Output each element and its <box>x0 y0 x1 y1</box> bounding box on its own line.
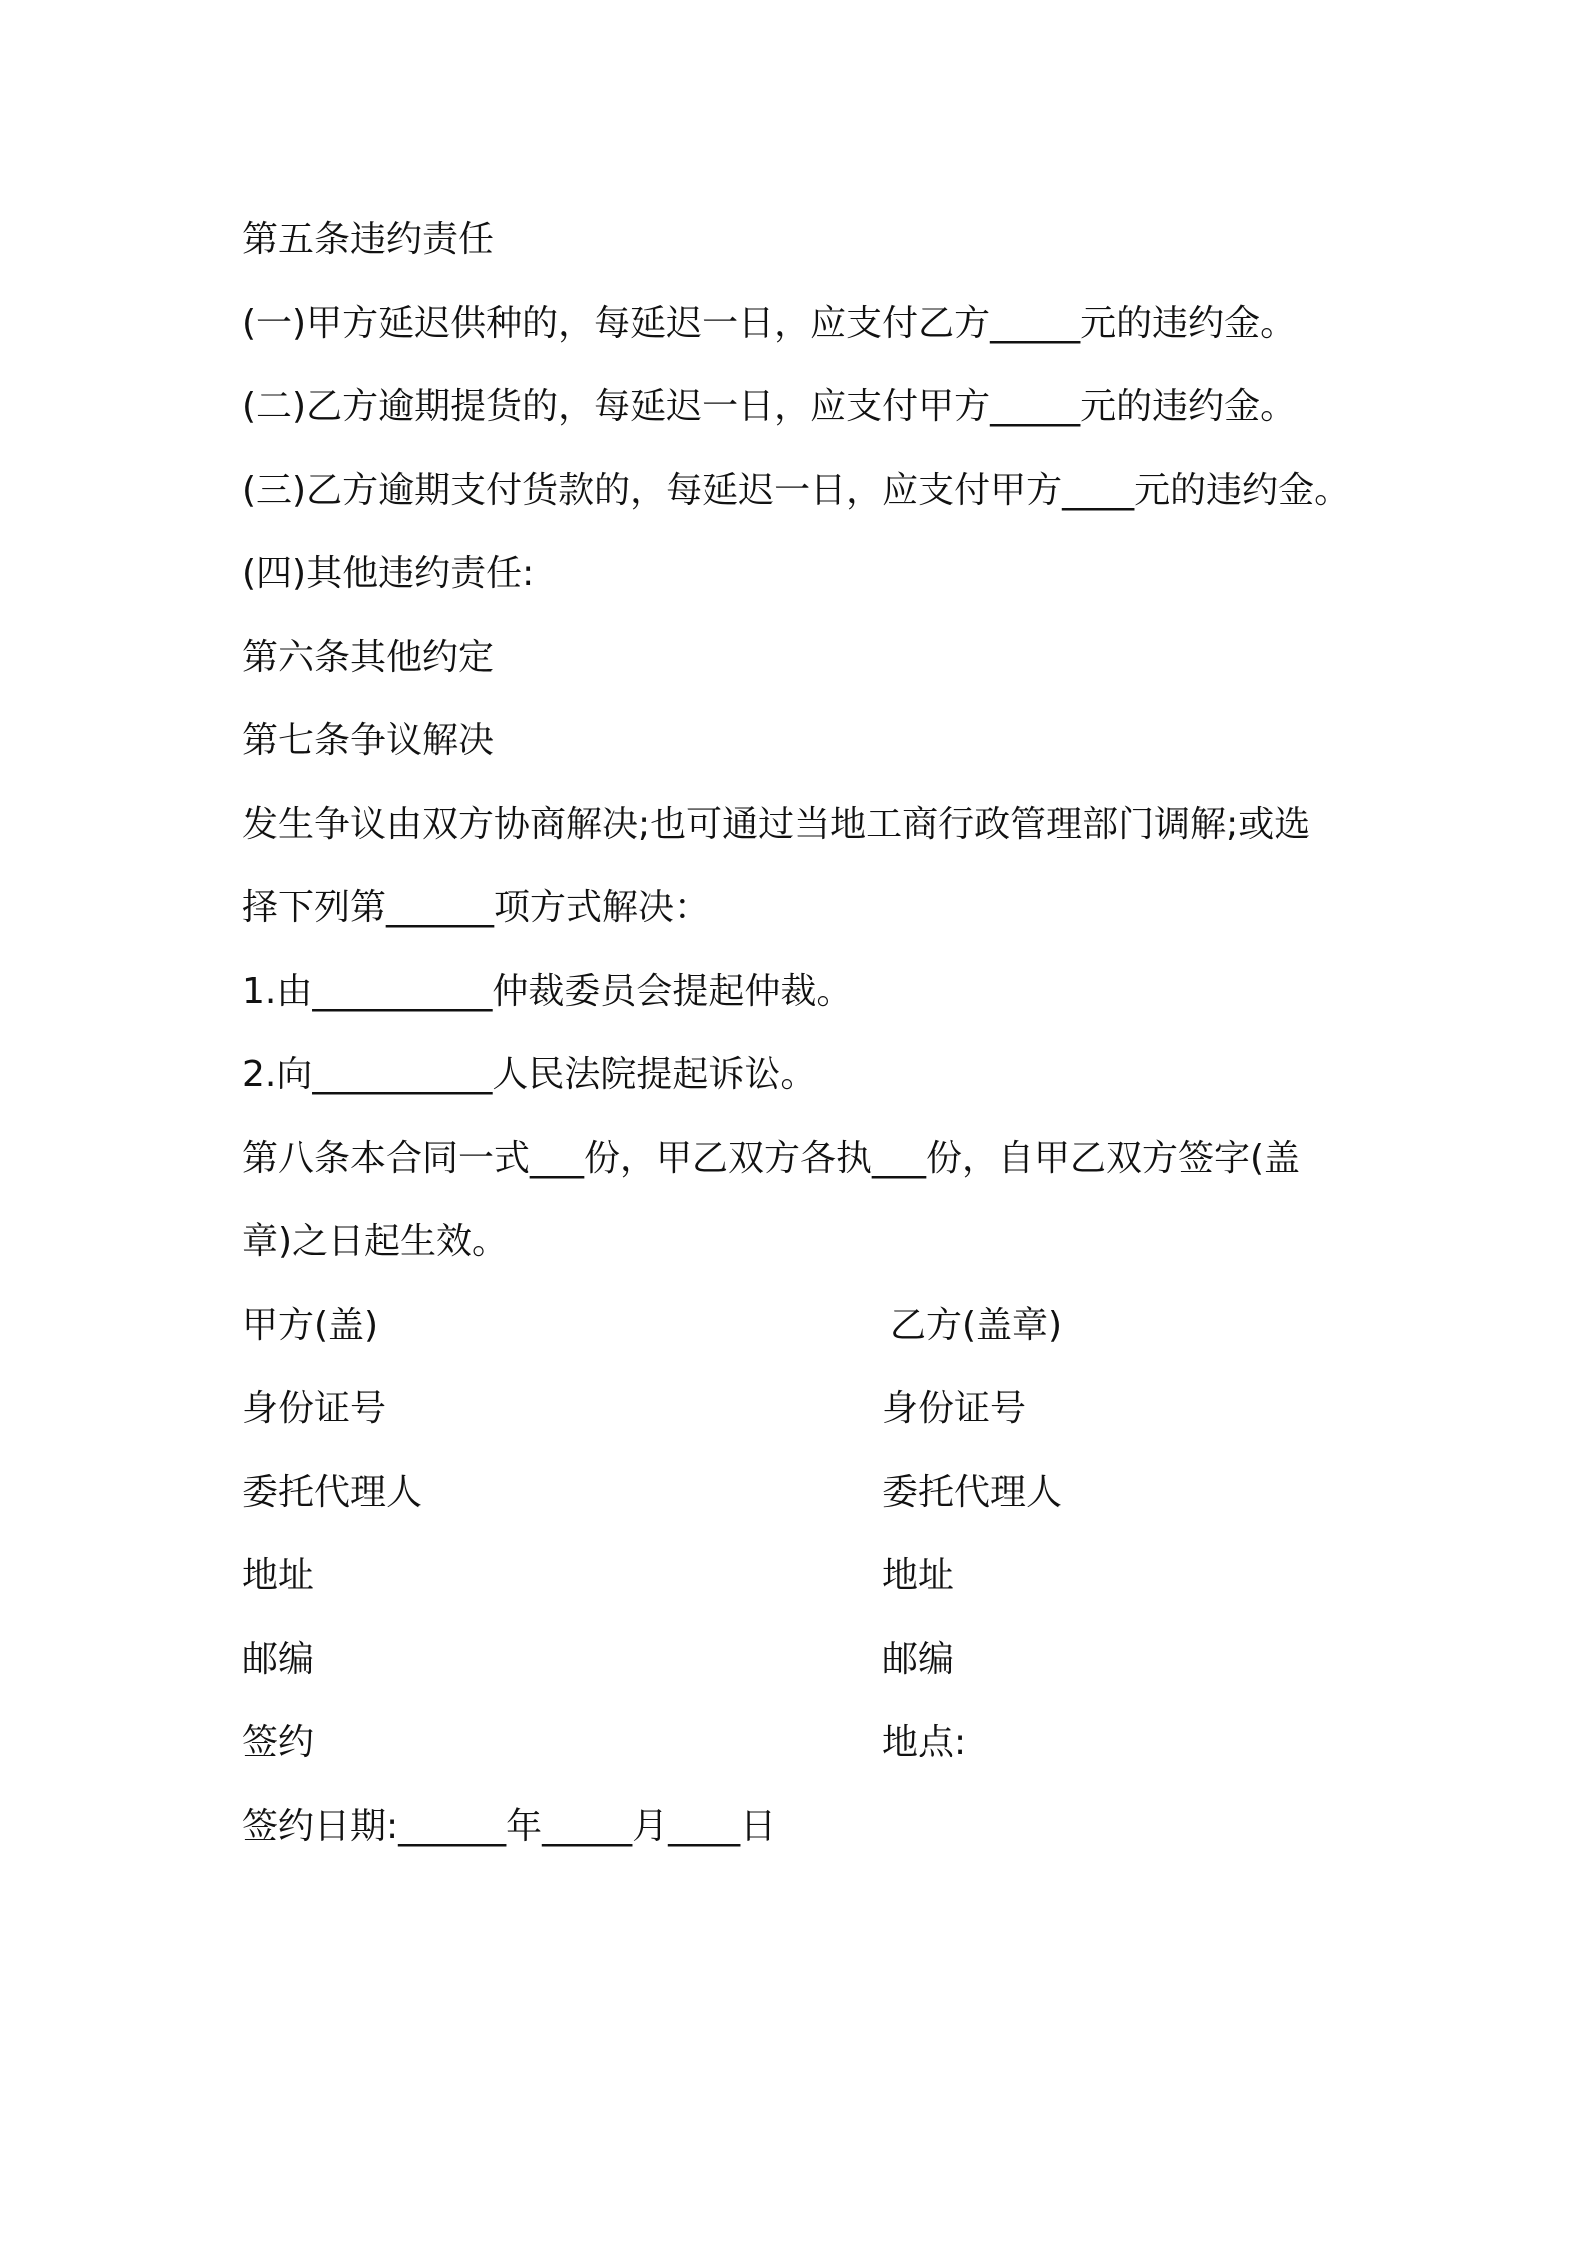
signature-row-id <box>242 1367 1362 1451</box>
option-arbitration: 1.由__________仲裁委员会提起仲裁。 <box>242 970 853 1012</box>
party-a-id-label: 身份证号 <box>242 1388 387 1429</box>
party-a-postcode-label: 邮编 <box>242 1638 315 1680</box>
article-5-heading: 第五条违约责任 <box>242 219 495 260</box>
signature-row-party <box>242 1284 1362 1368</box>
signing-date-line: 签约日期:______年_____月____日 <box>242 1805 777 1847</box>
signature-row-agent <box>242 1451 1362 1535</box>
party-b-address-label: 地址 <box>882 1555 955 1596</box>
party-b-agent-label: 委托代理人 <box>882 1471 1063 1513</box>
option-litigation: 2.向__________人民法院提起诉讼。 <box>242 1054 817 1095</box>
article-7-text-line-1: 发生争议由双方协商解决;也可通过当地工商行政管理部门调解;或选 <box>242 803 1311 845</box>
article-8-text-line-1: 第八条本合同一式___份，甲乙双方各执___份，自甲乙双方签字(盖 <box>242 1137 1301 1179</box>
article-6-heading: 第六条其他约定 <box>242 636 495 678</box>
party-a-agent-label: 委托代理人 <box>242 1471 423 1513</box>
document-content <box>242 198 1362 1868</box>
clause-5-4: (四)其他违约责任: <box>242 553 535 594</box>
clause-5-1: (一)甲方延迟供种的，每延迟一日，应支付乙方_____元的违约金。 <box>242 302 1297 344</box>
article-8-text-line-2: 章)之日起生效。 <box>242 1221 509 1262</box>
signature-row-address <box>242 1534 1362 1618</box>
signature-row-postcode <box>242 1618 1362 1702</box>
clause-5-3: (三)乙方逾期支付货款的，每延迟一日，应支付甲方____元的违约金。 <box>242 469 1351 511</box>
clause-5-2: (二)乙方逾期提货的，每延迟一日，应支付甲方_____元的违约金。 <box>242 386 1297 427</box>
party-a-address-label: 地址 <box>242 1555 315 1596</box>
signature-row-place <box>242 1701 1362 1785</box>
party-a-label: 甲方(盖) <box>242 1304 379 1346</box>
article-7-heading: 第七条争议解决 <box>242 720 495 761</box>
party-b-postcode-label: 邮编 <box>882 1638 955 1680</box>
signing-label: 签约 <box>242 1722 315 1763</box>
article-7-text-line-2: 择下列第______项方式解决： <box>242 887 711 928</box>
signing-place-label: 地点: <box>882 1722 967 1763</box>
party-b-id-label: 身份证号 <box>882 1388 1027 1429</box>
party-b-label: 乙方(盖章) <box>890 1304 1063 1346</box>
